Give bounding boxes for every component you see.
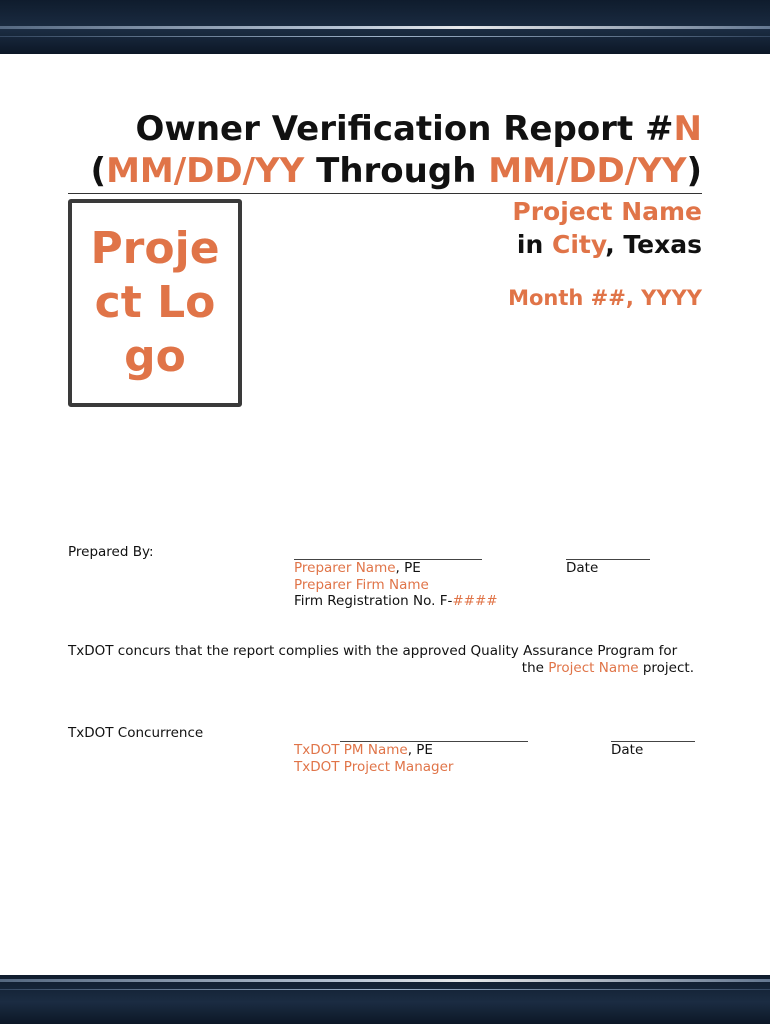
project-info [380,195,702,261]
firm-registration-label: Firm Registration No. F- [294,593,453,609]
txdot-pm-pe-suffix: , PE [407,742,433,758]
project-location [380,228,702,261]
in-label: in [516,230,552,259]
concurs-statement [68,643,694,677]
txdot-pm-name: TxDOT PM Name [294,742,408,758]
concurs-suffix: project. [638,660,694,676]
report-title-prefix: Owner Verification Report # [135,109,674,149]
concurs-statement-line-2 [68,660,694,677]
project-logo-placeholder [68,199,242,407]
txdot-pm-title: TxDOT Project Manager [294,759,454,775]
txdot-pm-name-line [294,742,433,759]
prepared-by-label: Prepared By: [68,544,154,560]
project-logo-text: Project Logo [90,223,220,382]
header-band [0,0,770,54]
date-to: MM/DD/YY [488,151,687,191]
firm-registration-number: #### [452,593,498,609]
project-city: City [552,230,606,259]
concurs-project-name: Project Name [548,660,639,676]
preparer-name: Preparer Name [294,560,396,576]
report-title [60,108,702,192]
concurs-prefix: the [521,660,549,676]
close-paren: ) [686,151,702,191]
preparer-name-line [294,560,421,577]
report-title-line-2 [60,150,702,192]
report-title-line-1 [60,108,702,150]
through-label: Through [304,151,489,191]
concurs-statement-line-1: TxDOT concurs that the report complies with the approved Quality Assurance Program for [68,643,678,659]
preparer-firm-name: Preparer Firm Name [294,577,429,593]
footer-light-streak [0,979,770,982]
report-date: Month ##, YYYY [508,286,702,310]
date-from: MM/DD/YY [106,151,305,191]
project-state: , Texas [605,230,702,259]
footer-band [0,975,770,1024]
txdot-concurrence-label: TxDOT Concurrence [68,725,204,741]
footer-light-streak-thin [0,989,770,990]
preparer-date-label: Date [566,560,599,576]
project-name: Project Name [512,197,702,226]
open-paren: ( [90,151,107,191]
header-light-streak [0,26,770,29]
preparer-pe-suffix: , PE [395,560,421,576]
title-divider [68,193,702,194]
firm-registration [294,593,498,610]
txdot-date-label: Date [611,742,644,758]
header-light-streak-thin [0,36,770,37]
report-number: N [673,109,702,149]
